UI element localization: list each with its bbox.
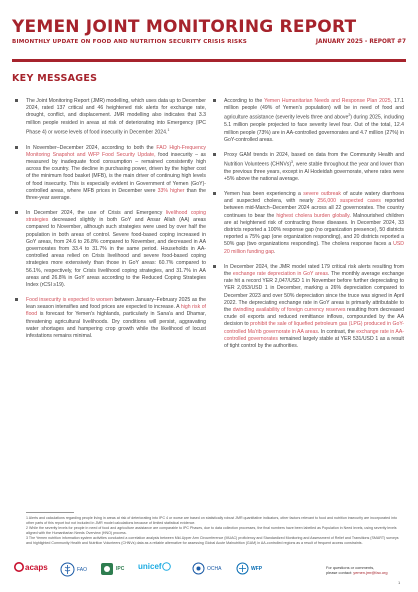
cholera-burden-link[interactable]: highest cholera burden globally	[276, 212, 350, 219]
header-subrow	[12, 39, 406, 45]
footnote-1: 1 Alerts and calculations regarding people living in areas at risk of deteriorating into IPC 4 or worse are based on statistically robust JMR quantitative indicators, other factors relevant to food and nutrition insecurity are incorporated into other parts of this report but not included in JMR model calculations because of limited statistical evidence.	[26, 516, 397, 525]
food-insecurity-forecast-link[interactable]: Food insecurity is expected to worsen	[26, 296, 113, 303]
key-message-8: In December 2024, the JMR model rated 179 critical risk alerts resulting from the exchange rate depreciation in GoY areas. The monthly average exchange rate hit a record YER 2,047/USD 1 in November before further depreciating to YER 2,053/USD 1 in December, marking a 26% depreciation compared to December 2023 and over 50% depreciation since the truce was signed in April 2022. The depreciating exchange rate in GoY areas is primarily attributable to the dwindling availability of foreign currency reserves resulting from decreased crude oil exports and reduced remittance inflows, compounded by the AA decision to prohibit the sale of liquefied petroleum gas (LPG) produced in GoY-controlled Ma'rib governorate in AA areas. In contrast, the exchange rate in AA-controlled governorates remained largely stable at YER 531/USD 1 as a result of tight control by the authorities.	[224, 264, 404, 350]
key-message-5: According to the Yemen Humanitarian Needs and Response Plan 2025, 17.1 million people (49% of Yemen's population) will be in need of food and agriculture assistance (severity levels three and above$^2$) during 2025, including 5.1 million people projected to face severity level four. Out of the total, 12.4 million people (73%) are in AA-controlled governorates and 4.7 million (27%) in GoY-controlled areas.	[224, 98, 404, 144]
key-message-7: Yemen has been experiencing a severe outbreak of acute watery diarrhoea and suspected cholera, with nearly 256,000 suspected cases reported between mid-March–December 2024 across all 22 governorates. The country continues to bear the highest cholera burden globally. Malnourished children are at heightened risk of contracting these diseases. In December 2024, 33 districts reported a 100% response gap (no organization presence), 50 districts reported a 75% gap (one organization responding), and 20 districts reported a 50% gap (two organizations responding). The cholera response faces a USD 20 million funding gap.	[224, 191, 404, 256]
report-subtitle: BIMONTHLY UPDATE ON FOOD AND NUTRITION SECURITY CRISIS RISKS	[12, 39, 247, 45]
key-message-2: In November–December 2024, according to both the FAO High-Frequency Monitoring Snapshot and WFP Food Security Update, food insecurity – as measured by inadequate food consumption – remained consistently high across the country. The decline in purchasing power, driven by the higher cost of the minimum food basket (MFB), is the main driver of continuing high levels of food insecurity. This is especially evident in Government of Yemen (GoY)-controlled areas, where MFB prices in December were 33% higher than the three-year average.	[26, 145, 206, 203]
lpg-ban-link[interactable]: prohibit the sale of liquefied petroleum gas (LPG) produced in GoY-controlled Ma'rib governorate in AA areas	[224, 321, 404, 335]
bullet-square-icon	[15, 298, 18, 301]
suspected-cases-link[interactable]: 256,000 suspected cases	[317, 198, 381, 205]
ipc-emblem-icon	[100, 562, 114, 576]
fao-wfp-link[interactable]: FAO High-Frequency Monitoring Snapshot and WFP Food Security Update,	[26, 144, 206, 158]
acaps-mark-icon	[14, 562, 24, 572]
flood-risk-link[interactable]: high risk of flood	[26, 304, 206, 318]
page-number: 1	[398, 580, 401, 585]
foreign-reserves-link[interactable]: dwindling availability of foreign currency reserves	[232, 306, 346, 313]
report-header	[12, 18, 406, 45]
ipc-logo: IPC	[100, 562, 124, 576]
acaps-logo: acaps	[14, 562, 48, 572]
funding-gap-link[interactable]: USD 20 million funding gap	[224, 241, 404, 255]
contact-block	[326, 565, 388, 575]
right-column	[224, 98, 404, 358]
bullet-square-icon	[213, 99, 216, 102]
outbreak-link[interactable]: severe outbreak	[303, 191, 341, 198]
mfb-price-link[interactable]: 33% higher	[157, 187, 185, 194]
bullet-square-icon	[15, 99, 18, 102]
left-column	[26, 98, 206, 348]
bullet-square-icon	[213, 153, 216, 156]
fao-logo: FAO	[60, 562, 87, 577]
wfp-logo: WFP	[236, 562, 262, 575]
section-title: KEY MESSAGES	[12, 73, 98, 84]
hnrp-link[interactable]: Yemen Humanitarian Needs and Response Plan 2025,	[264, 98, 393, 104]
bullet-square-icon	[15, 146, 18, 149]
bullet-square-icon	[213, 192, 216, 195]
unicef-logo: unicef	[138, 562, 171, 571]
unicef-globe-icon	[162, 562, 171, 571]
exchange-rate-gov-link[interactable]: exchange rate depreciation in GoY areas	[232, 270, 328, 277]
contact-line-1: For questions or comments,	[326, 565, 375, 570]
ocha-emblem-icon	[192, 562, 205, 575]
bullet-square-icon	[213, 265, 216, 268]
header-rule	[12, 59, 406, 62]
report-edition: JANUARY 2025 - REPORT #7	[315, 39, 406, 45]
key-message-6: Proxy GAM trends in 2024, based on data from the Community Health and Nutrition Volunteers (CHNVs)$^3$, were stable throughout the year and lower than the previous three years, except in Al Hodeidah governorate, where rates were +5% above the national average.	[224, 152, 404, 184]
footnote-3: 3 The Yemen nutrition information system activities conducted a correlation analysis between Mid-Upper Arm Circumference (MUAC) proficiency and Standardized Monitoring and Assessment of Relief and Transitions (SMART) surveys and highlighted Community Health and Nutrition Volunteers (CHNVs) data as a reliable alternative for assessing Global Acute Malnutrition (GAM) in AA-controlled regions as a result of frequent access constraints.	[26, 536, 399, 545]
exchange-rate-aa-link[interactable]: exchange rate in AA-controlled governorates	[224, 328, 404, 342]
coping-strategies-link[interactable]: livelihood coping strategies	[26, 209, 206, 224]
bullet-square-icon	[15, 211, 18, 214]
fao-emblem-icon	[60, 562, 75, 577]
footnote-2: 2 While the severity levels for people in need of food and agriculture assistance are comparable to IPC Phases, due to data collection processes, the final numbers have been labelled as Population in Need levels, using severity levels aligned with the Humanitarian Needs Overview (HNO) process.	[26, 526, 397, 535]
footnotes	[26, 516, 404, 546]
key-message-4: Food insecurity is expected to worsen between January–February 2025 as the lean season intensifies and food prices are expected to increase. A high risk of flood is forecast for Yemen's highlands, particularly in Sana'a and Dhamar, threatening agricultural livelihoods. Dry conditions will persist, aggravating water shortages and hampering crop growth while the likelihood of locust infestations remains minimal.	[26, 297, 206, 340]
footnote-rule	[26, 512, 74, 513]
key-message-1: The Joint Monitoring Report (JMR) modelling, which uses data up to December 2024, rated 137 critical and 46 heightened risk alerts for exchange rate, drought, conflict, and displacement. JMR modelling also indicates that 3.3 million people resided in areas at risk of deteriorating into Emergency (IPC Phase 4) or worse levels of food insecurity in December 2024.$^1$	[26, 98, 206, 137]
key-message-3: In December 2024, the use of Crisis and Emergency livelihood coping strategies decreased slightly in both GoY and Ansar Allah (AA) areas compared to November, although such strategies were used by over half the population in both areas of control. Severe food-based coping increased in GoY areas, from 24.6 to 26.8% compared to November, and decreased in AA governorates from 33.4 to 31.7% in the same period. Households in AA-controlled areas relied on Crisis livelihood and severe food-based coping strategies more extensively than those in GoY areas: 60.7% compared to 56.1%, respectively, for Crisis livelihood coping strategies, and 31.7% in AA areas and 26.8% in GoY areas according to the Reduced Coping Strategies Index (rCSI ≥19).	[26, 210, 206, 289]
contact-line-2: please contact: yemen.jmr@fao.org	[326, 570, 388, 576]
ocha-logo: OCHA	[192, 562, 221, 575]
report-title: YEMEN JOINT MONITORING REPORT	[12, 17, 357, 37]
wfp-emblem-icon	[236, 562, 249, 575]
contact-email-link[interactable]: yemen.jmr@fao.org	[353, 570, 388, 576]
